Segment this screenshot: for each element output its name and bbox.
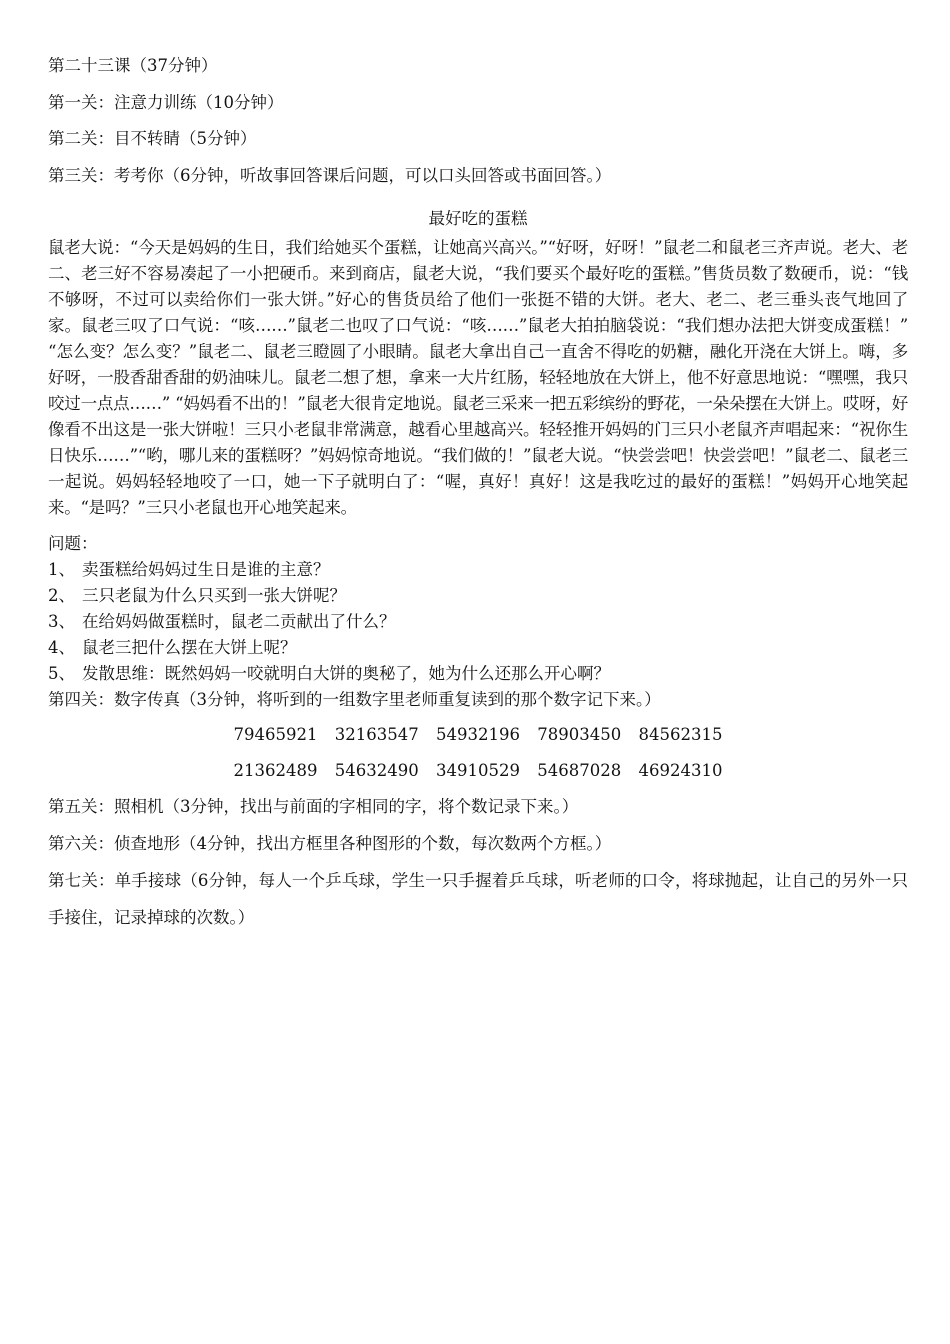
number-value: 78903450 [537, 725, 622, 744]
question-number: 4、 [48, 638, 75, 657]
level-4: 第四关：数字传真（3分钟，将听到的一组数字里老师重复读到的那个数字记下来。） [48, 690, 661, 709]
question-text: 发散思维：既然妈妈一咬就明白大饼的奥秘了，她为什么还那么开心啊？ [82, 664, 610, 683]
question-number: 3、 [48, 612, 75, 631]
story-text: 鼠老大说：“今天是妈妈的生日，我们给她买个蛋糕，让她高兴高兴。”“好呀，好呀！”鼠老二和鼠老三齐声说。老大、老二、老三好不容易凑起了一小把硬币。来到商店，鼠老大说，“我们要买个最好吃的蛋糕。”售货员数了数硬币，说：“钱不够呀，不过可以卖给你们一张大饼。”好心的售货员给了他们一张挺不错的大饼。老大、老二、老三垂头丧气地回了家。鼠老三叹了口气说：“咳……”鼠老二也叹了口气说：“咳……”鼠老大拍拍脑袋说：“我们想办法把大饼变成蛋糕！” “怎么变？怎么变？”鼠老二、鼠老三瞪圆了小眼睛。鼠老大拿出自己一直舍不得吃的奶糖，融化开浇在大饼上。嗨，多好呀，一股香甜香甜的奶油味儿。鼠老二想了想，拿来一大片红肠，轻轻地放在大饼上，他不好意思地说：“嘿嘿，我只咬过一点点……” “妈妈看不出的！”鼠老大很肯定地说。鼠老三采来一把五彩缤纷的野花，一朵朵摆在大饼上。哎呀，好像看不出这是一张大饼啦！三只小老鼠非常满意，越看心里越高兴。轻轻推开妈妈的门三只小老鼠齐声唱起来：“祝你生日快乐……”“哟，哪儿来的蛋糕呀？”妈妈惊奇地说。“我们做的！”鼠老大说。“快尝尝吧！快尝尝吧！”鼠老二、鼠老三一起说。妈妈轻轻地咬了一口，她一下子就明白了：“喔，真好！真好！这是我吃过的最好的蛋糕！”妈妈开心地笑起来。“是吗？”三只小老鼠也开心地笑起来。 [48, 238, 908, 517]
document-page [48, 48, 908, 936]
number-value: 54932196 [436, 725, 520, 744]
question-number: 5、 [48, 664, 75, 683]
question-item [48, 635, 908, 661]
number-row-2 [48, 753, 908, 789]
level-2: 第二关：目不转睛（5分钟） [48, 129, 257, 148]
question-text: 鼠老三把什么摆在大饼上呢？ [82, 638, 297, 657]
questions-list [48, 557, 908, 687]
number-value: 54632490 [334, 761, 419, 780]
number-value: 34910529 [436, 761, 520, 780]
lesson-heading: 第二十三课（37分钟） [48, 56, 218, 75]
question-item [48, 583, 908, 609]
number-row-1 [48, 717, 908, 753]
number-value: 46924310 [638, 761, 723, 780]
level-7: 第七关：单手接球（6分钟，每人一个乒乓球，学生一只手握着乒乓球，听老师的口令，将球抛起，让自己的另外一只手接住，记录掉球的次数。） [48, 871, 908, 927]
question-item [48, 557, 908, 583]
level-5: 第五关：照相机（3分钟，找出与前面的字相同的字，将个数记录下来。） [48, 797, 579, 816]
questions-heading: 问题： [48, 534, 98, 553]
question-number: 2、 [48, 586, 75, 605]
number-value: 84562315 [638, 725, 723, 744]
number-value: 54687028 [537, 761, 622, 780]
number-value: 79465921 [233, 725, 318, 744]
question-item [48, 661, 908, 687]
number-value: 21362489 [233, 761, 318, 780]
level-3: 第三关：考考你（6分钟，听故事回答课后问题，可以口头回答或书面回答。） [48, 165, 612, 185]
question-text: 三只老鼠为什么只买到一张大饼呢？ [82, 586, 346, 605]
level-6: 第六关：侦查地形（4分钟，找出方框里各种图形的个数，每次数两个方框。） [48, 833, 612, 853]
question-number: 1、 [48, 560, 75, 579]
level-1: 第一关：注意力训练（10分钟） [48, 92, 284, 112]
question-item [48, 609, 908, 635]
question-text: 卖蛋糕给妈妈过生日是谁的主意？ [82, 560, 330, 579]
story-title: 最好吃的蛋糕 [428, 209, 528, 228]
number-value: 32163547 [334, 725, 419, 744]
question-text: 在给妈妈做蛋糕时，鼠老二贡献出了什么？ [82, 612, 396, 631]
